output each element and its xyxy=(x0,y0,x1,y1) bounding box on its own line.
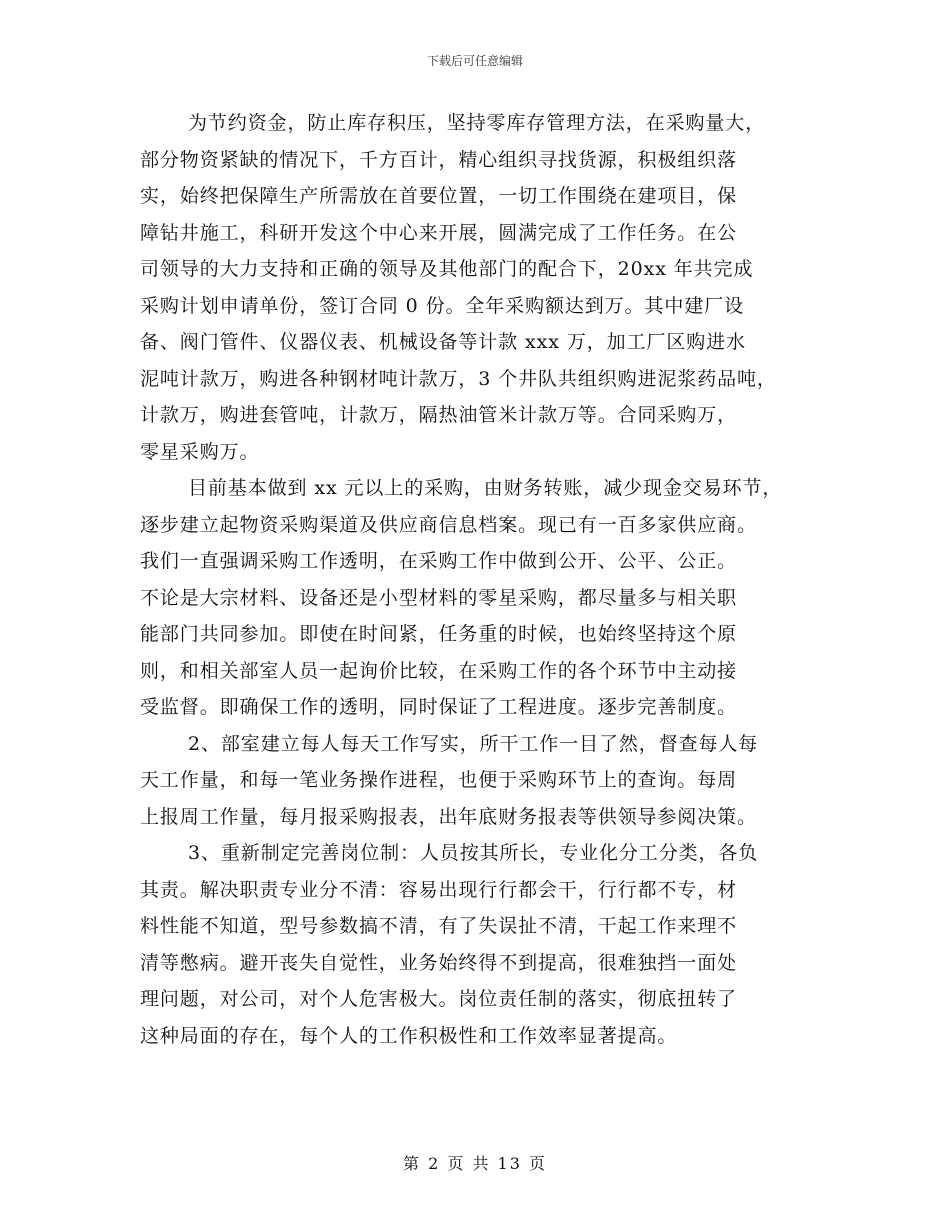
text-line: 障钻井施工，科研开发这个中心来开展，圆满完成了工作任务。在公 xyxy=(140,221,738,244)
text-line: 上报周工作量，每月报采购报表，出年底财务报表等供领导参阅决策。 xyxy=(140,805,757,828)
text-line: 泥吨计款万，购进各种钢材吨计款万，3 个井队共组织购进泥浆药品吨， xyxy=(140,367,777,390)
text-line: 能部门共同参加。即使在时间紧，任务重的时候，也始终坚持这个原 xyxy=(140,623,738,645)
text-line: 司领导的大力支持和正确的领导及其他部门的配合下，20xx 年共完成 xyxy=(140,258,754,280)
text-line: 部分物资紧缺的情况下，千方百计，精心组织寻找货源，积极组织落 xyxy=(140,148,738,171)
page-number: 第 2 页 共 13 页 xyxy=(403,1154,547,1173)
text-line: 实，始终把保障生产所需放在首要位置，一切工作围绕在建项目，保 xyxy=(140,185,738,207)
text-line: 逐步建立起物资采购渠道及供应商信息档案。现已有一百多家供应商。 xyxy=(140,513,757,536)
header-note: 下载后可任意编辑 xyxy=(426,54,523,68)
text-line: 受监督。即确保工作的透明，同时保证了工程进度。逐步完善制度。 xyxy=(140,696,738,718)
text-line: 理问题，对公司，对个人危害极大。岗位责任制的落实，彻底扭转了 xyxy=(140,988,738,1010)
text-line: 备、阀门管件、仪器仪表、机械设备等计款 xxx 万，加工厂区购进水 xyxy=(140,331,746,353)
text-line: 为节约资金，防止库存积压，坚持零库存管理方法，在采购量大， xyxy=(188,112,766,134)
text-line: 其责。解决职责专业分不清：容易出现行行都会干，行行都不专，材 xyxy=(140,878,738,901)
document-body xyxy=(140,105,830,1054)
text-line: 2、部室建立每人每天工作写实，所干工作一目了然，督查每人每 xyxy=(188,732,759,755)
text-line: 零星采购万。 xyxy=(140,440,260,463)
text-line: 料性能不知道，型号参数搞不清，有了失误扯不清，干起工作来理不 xyxy=(140,915,738,937)
text-line: 我们一直强调采购工作透明，在采购工作中做到公开、公平、公正。 xyxy=(140,550,738,572)
text-line: 这种局面的存在，每个人的工作积极性和工作效率显著提高。 xyxy=(140,1024,678,1047)
text-line: 则，和相关部室人员一起询价比较，在采购工作的各个环节中主动接 xyxy=(140,659,738,682)
text-line: 不论是大宗材料、设备还是小型材料的零星采购，都尽量多与相关职 xyxy=(140,586,738,609)
text-line: 天工作量，和每一笔业务操作进程，也便于采购环节上的查询。每周 xyxy=(140,769,738,791)
text-line: 采购计划申请单份，签订合同 0 份。全年采购额达到万。其中建厂设 xyxy=(140,294,744,317)
text-line: 计款万，购进套管吨，计款万，隔热油管米计款万等。合同采购万， xyxy=(140,404,738,426)
text-line: 目前基本做到 xx 元以上的采购，由财务转账，减少现金交易环节， xyxy=(188,477,783,499)
text-line: 清等憋病。避开丧失自觉性，业务始终得不到提高，很难独挡一面处 xyxy=(140,951,738,974)
text-line: 3、重新制定完善岗位制：人员按其所长，专业化分工分类，各负 xyxy=(188,842,759,864)
